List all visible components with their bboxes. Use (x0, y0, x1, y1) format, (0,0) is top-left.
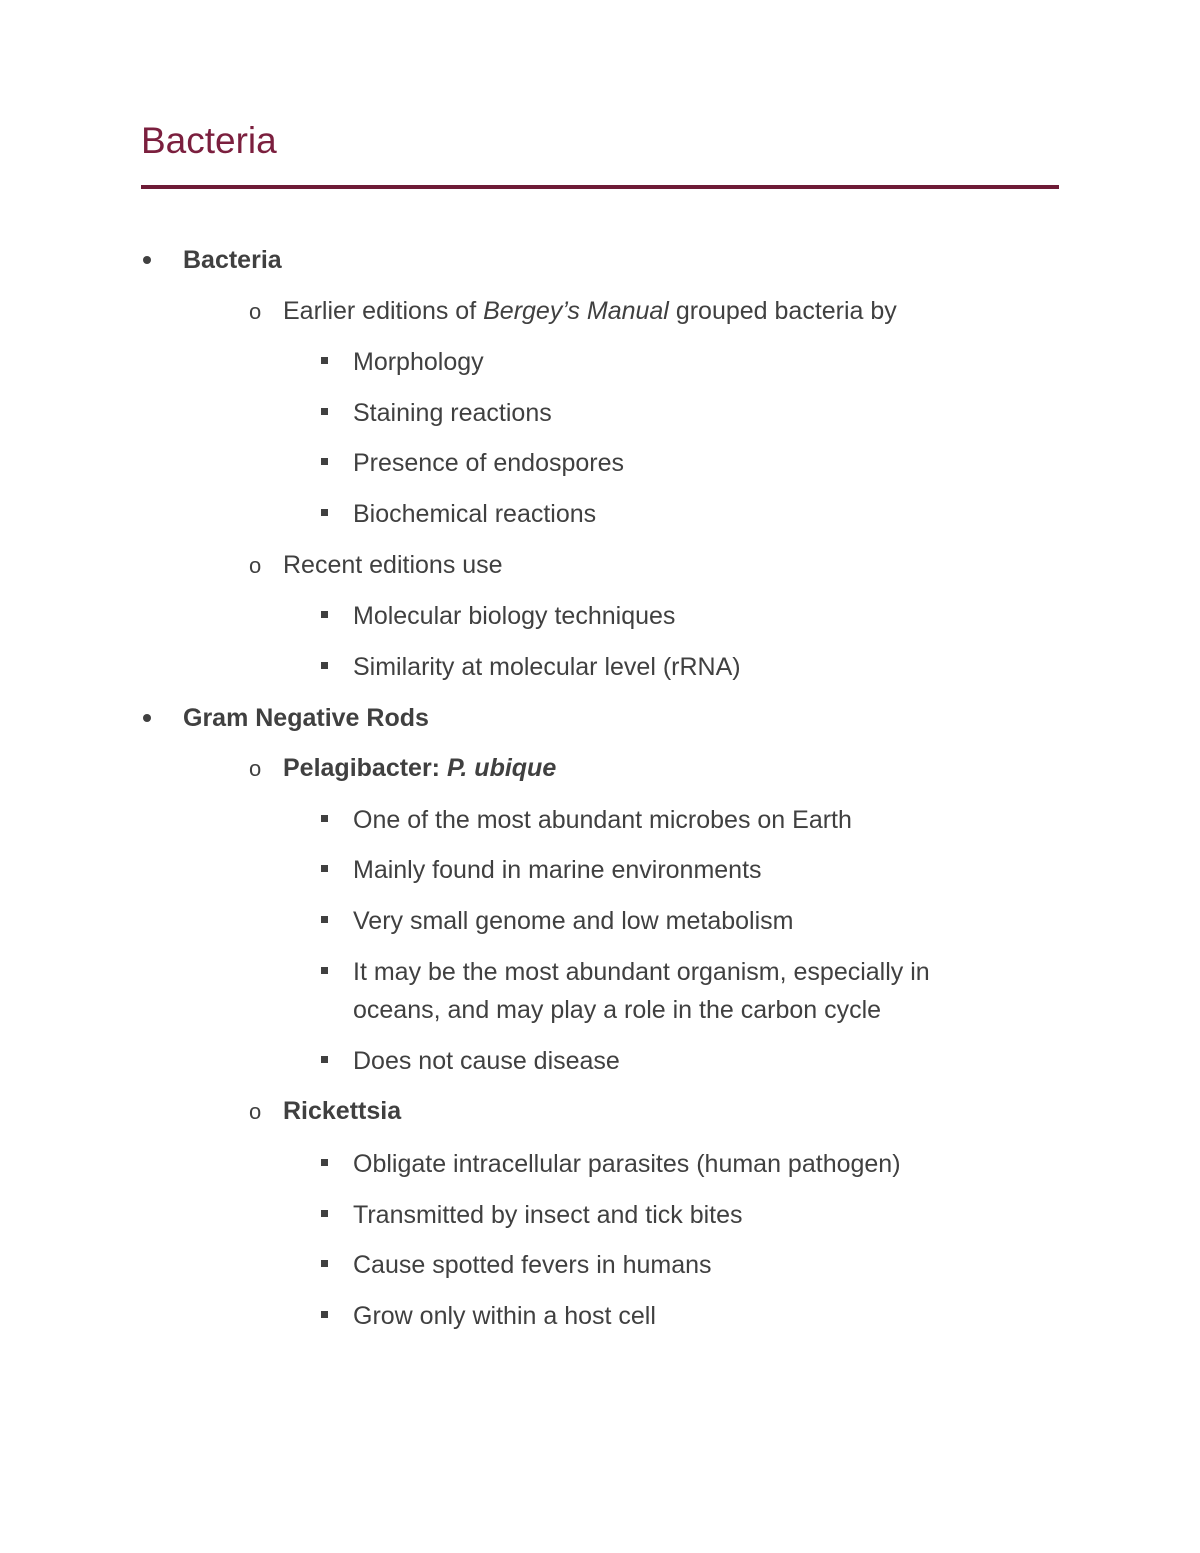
list-item: Morphology (353, 348, 484, 376)
square-bullet-icon (321, 967, 328, 974)
square-bullet-icon (321, 1311, 328, 1318)
circle-bullet-icon: o (249, 553, 262, 578)
list-item: Rickettsia (283, 1097, 402, 1125)
list-item: Does not cause disease (353, 1047, 620, 1075)
bullet-icon (143, 256, 151, 264)
item-text: Earlier editions of (283, 297, 484, 325)
section-heading: Gram Negative Rods (183, 704, 429, 732)
square-bullet-icon (321, 815, 328, 822)
list-item-continuation: oceans, and may play a role in the carbon cycle (353, 996, 882, 1024)
circle-bullet-icon: o (249, 756, 262, 781)
square-bullet-icon (321, 611, 328, 618)
page-title: Bacteria (141, 120, 277, 161)
square-bullet-icon (321, 1260, 328, 1267)
square-bullet-icon (321, 408, 328, 415)
square-bullet-icon (321, 865, 328, 872)
list-item: Grow only within a host cell (353, 1302, 656, 1330)
list-item: Obligate intracellular parasites (human pathogen) (353, 1150, 901, 1178)
title-divider (141, 185, 1059, 189)
list-item: Molecular biology techniques (353, 602, 676, 630)
list-item (283, 292, 897, 330)
list-item: Staining reactions (353, 399, 552, 427)
section-heading: Bacteria (183, 246, 282, 274)
square-bullet-icon (321, 1159, 328, 1166)
book-title: Bergey’s Manual (483, 297, 669, 325)
square-bullet-icon (321, 458, 328, 465)
list-item: Transmitted by insect and tick bites (353, 1201, 743, 1229)
genus-label: Pelagibacter: (283, 754, 447, 782)
square-bullet-icon (321, 916, 328, 923)
list-item: One of the most abundant microbes on Earth (353, 806, 852, 834)
bullet-icon (143, 714, 151, 722)
square-bullet-icon (321, 1056, 328, 1063)
list-item: Mainly found in marine environments (353, 856, 762, 884)
list-item: Biochemical reactions (353, 500, 597, 528)
list-item: Cause spotted fevers in humans (353, 1251, 712, 1279)
list-item: Recent editions use (283, 551, 503, 579)
list-item: It may be the most abundant organism, especially in (353, 958, 930, 986)
circle-bullet-icon: o (249, 299, 262, 324)
list-item: Very small genome and low metabolism (353, 907, 794, 935)
square-bullet-icon (321, 357, 328, 364)
square-bullet-icon (321, 1210, 328, 1217)
species-label: P. ubique (446, 754, 557, 782)
list-item: Similarity at molecular level (rRNA) (353, 653, 741, 681)
list-item (283, 749, 556, 787)
list-item: Presence of endospores (353, 449, 625, 477)
square-bullet-icon (321, 662, 328, 669)
circle-bullet-icon: o (249, 1099, 262, 1124)
item-text: grouped bacteria by (668, 297, 897, 325)
square-bullet-icon (321, 509, 328, 516)
